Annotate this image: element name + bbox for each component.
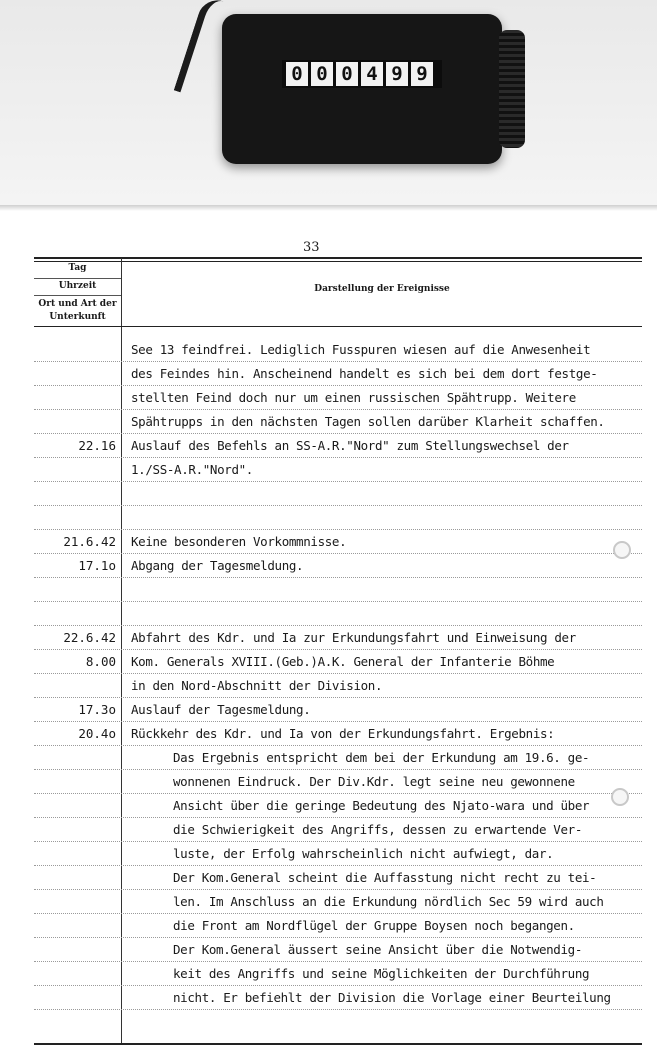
diary-row (34, 698, 642, 722)
entry-time-label: 22.6.42 (63, 630, 116, 645)
entry-time-label: 8.00 (85, 654, 116, 669)
entry-text: wonnenen Eindruck. Der Div.Kdr. legt seine neu gewonnene (173, 774, 575, 789)
entry-text: stellten Feind doch nur um einen russischen Spähtrupp. Weitere (131, 390, 576, 405)
entry-text: in den Nord-Abschnitt der Division. (131, 678, 383, 693)
diary-row (34, 818, 642, 842)
counter-display (282, 60, 442, 88)
entry-text: len. Im Anschluss an die Erkundung nördlich Sec 59 wird auch (173, 894, 604, 909)
counter-digit: 0 (286, 62, 308, 86)
counter-digit: 9 (386, 62, 408, 86)
diary-row (34, 458, 642, 482)
diary-row (34, 986, 642, 1010)
frame-counter-device (222, 14, 502, 164)
diary-row (34, 938, 642, 962)
diary-row (34, 722, 642, 746)
header-time: Uhrzeit (58, 281, 97, 291)
header-location: Ort und Art der Unterkunft (38, 299, 117, 322)
diary-row (34, 746, 642, 770)
diary-row (34, 602, 642, 626)
entry-text: die Front am Nordflügel der Gruppe Boysen noch begangen. (173, 918, 575, 933)
photo-region (0, 0, 657, 205)
header-events: Darstellung der Ereignisse (314, 284, 450, 294)
table-bottom-rule (34, 1043, 642, 1045)
diary-row (34, 650, 642, 674)
entry-text: Ansicht über die geringe Bedeutung des Njato-wara und über (173, 798, 590, 813)
diary-row (34, 842, 642, 866)
entry-text: 1./SS-A.R."Nord". (131, 462, 253, 477)
diary-row (34, 578, 642, 602)
diary-row (34, 362, 642, 386)
entry-time-label: 21.6.42 (63, 534, 116, 549)
counter-digit: 4 (361, 62, 383, 86)
entry-time-label: 20.4o (78, 726, 116, 741)
entry-text: Kom. Generals XVIII.(Geb.)A.K. General der Infanterie Böhme (131, 654, 555, 669)
header-separator (34, 295, 121, 296)
header-day: Tag (68, 263, 87, 273)
entry-text: See 13 feindfrei. Lediglich Fusspuren wiesen auf die Anwesenheit (131, 342, 591, 357)
diary-row (34, 626, 642, 650)
dotted-line (34, 1009, 642, 1010)
entry-text: die Schwierigkeit des Angriffs, dessen zu erwartende Ver- (173, 822, 583, 837)
punch-hole (613, 541, 631, 559)
entry-text: Abgang der Tagesmeldung. (131, 558, 304, 573)
diary-row (34, 890, 642, 914)
diary-row (34, 530, 642, 554)
entry-text: keit des Angriffs und seine Möglichkeiten der Durchführung (173, 966, 590, 981)
diary-row (34, 866, 642, 890)
diary-row (34, 506, 642, 530)
page-edge (0, 205, 657, 211)
entry-text: Das Ergebnis entspricht dem bei der Erkundung am 19.6. ge- (173, 750, 590, 765)
header-separator (34, 278, 121, 279)
entry-time-label: 22.16 (78, 438, 116, 453)
entry-text: des Feindes hin. Anscheinend handelt es sich bei dem dort festge- (131, 366, 598, 381)
counter-knob (499, 30, 525, 148)
diary-row (34, 674, 642, 698)
counter-digit: 0 (311, 62, 333, 86)
entry-text: nicht. Er befiehlt der Division die Vorlage einer Beurteilung (173, 990, 611, 1005)
counter-digit: 9 (411, 62, 433, 86)
table-top-rule-thin (34, 261, 642, 262)
diary-row (34, 914, 642, 938)
diary-row (34, 770, 642, 794)
entry-text: Spähtrupps in den nächsten Tagen sollen darüber Klarheit schaffen. (131, 414, 605, 429)
diary-row (34, 794, 642, 818)
entry-text: Der Kom.General äussert seine Ansicht über die Notwendig- (173, 942, 583, 957)
entry-time-label: 17.1o (78, 558, 116, 573)
table-top-rule (34, 257, 642, 259)
entry-text: Rückkehr des Kdr. und Ia von der Erkundungsfahrt. Ergebnis: (131, 726, 555, 741)
entry-text: Keine besonderen Vorkommnisse. (131, 534, 347, 549)
diary-row (34, 434, 642, 458)
diary-row (34, 482, 642, 506)
entry-text: Abfahrt des Kdr. und Ia zur Erkundungsfahrt und Einweisung der (131, 630, 576, 645)
entry-text: luste, der Erfolg wahrscheinlich nicht aufwiegt, dar. (173, 846, 554, 861)
counter-digit: 0 (336, 62, 358, 86)
diary-row (34, 386, 642, 410)
diary-row (34, 962, 642, 986)
entry-text: Der Kom.General scheint die Auffasstung nicht recht zu tei- (173, 870, 597, 885)
entry-text: Auslauf des Befehls an SS-A.R."Nord" zum Stellungswechsel der (131, 438, 569, 453)
diary-row (34, 410, 642, 434)
page-number: 33 (303, 240, 320, 255)
punch-hole (611, 788, 629, 806)
entry-text: Auslauf der Tagesmeldung. (131, 702, 311, 717)
header-bottom-rule (34, 326, 642, 327)
entry-time-label: 17.3o (78, 702, 116, 717)
diary-row (34, 338, 642, 362)
diary-row (34, 554, 642, 578)
